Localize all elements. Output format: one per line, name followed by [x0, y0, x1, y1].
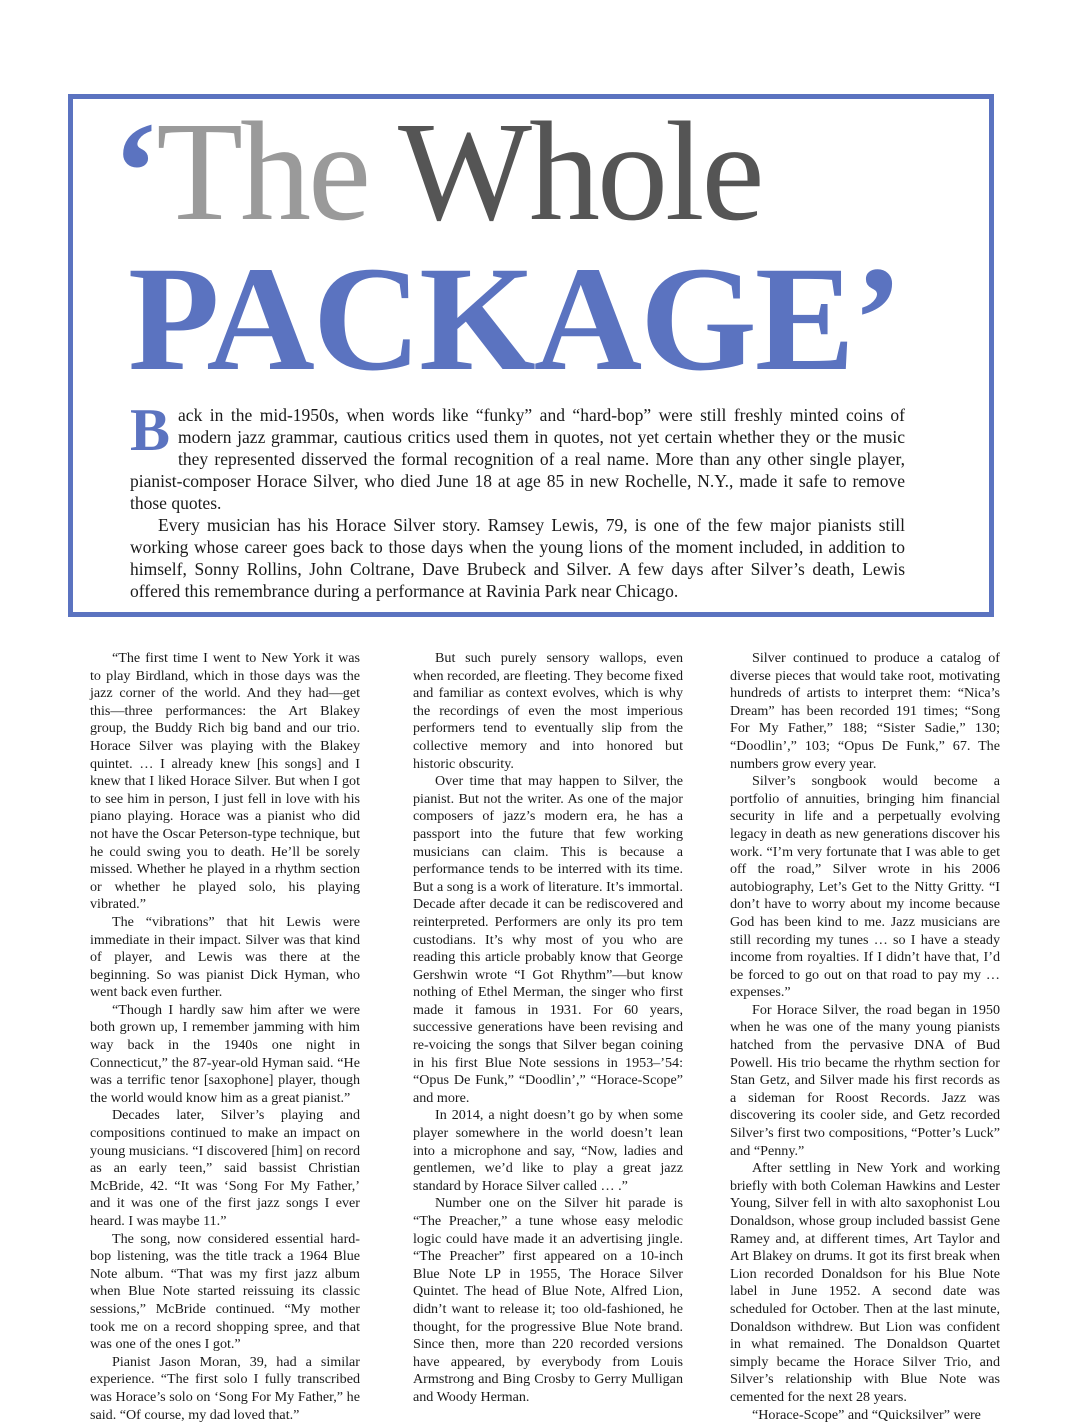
headline-open-quote: ‘ [112, 92, 157, 250]
headline-line-1 [112, 92, 762, 250]
body-paragraph: “Though I hardly saw him after we were both grown up, I remember jamming with him way back in the 1940s one night in Connecticut,” the 87-year-old Hyman said. “He was a terrific tenor [saxophone] player, though the world would know him as a great pianist.” [90, 1001, 360, 1106]
intro-paragraph-2: Every musician has his Horace Silver story. Ramsey Lewis, 79, is one of the few major pianists still working whose career goes back to those days when the young lions of the moment included, in addition to himself, Sonny Rollins, John Coltrane, Dave Brubeck and Silver. A few days after Silver’s death, Lewis offered this remembrance during a performance at Ravinia Park near Chicago. [130, 515, 905, 601]
intro-text [130, 397, 905, 602]
body-column-3 [730, 650, 1000, 1424]
body-column-1 [90, 650, 360, 1424]
intro-paragraph-1-text: ack in the mid-1950s, when words like “funky” and “hard-bop” were still freshly minted coins of modern jazz grammar, cautious critics used them in quotes, not yet certain whether they or the music they represented disserved the formal recognition of a real name. More than any other single player, pianist-composer Horace Silver, who died June 18 at age 85 in new Rochelle, N.Y., made it safe to remove those quotes. [130, 405, 905, 513]
body-paragraph: Over time that may happen to Silver, the pianist. But not the writer. As one of the major composers of jazz’s modern era, he has a passport into the future that few working musicians can claim. This is because a performance tends to be interred with its time. But a song is a work of literature. It’s immortal. Decade after decade it can be rediscovered and reinterpreted. Performers are only its pro tem custodians. It’s why most of you who are reading this article probably know that George Gershwin wrote “I Got Rhythm”—but know nothing of Ethel Merman, the singer who first made it famous in 1931. For 60 years, successive generations have been revising and re-voicing the songs that Silver began coining in his first Blue Note sessions in 1953–’54: “Opus De Funk,” “Doodlin’,” “Horace-Scope” and more. [413, 773, 683, 1106]
body-paragraph: “The first time I went to New York it was to play Birdland, which in those days was the jazz corner of the world. And they had—get this—three performances: the Art Blakey group, the Buddy Rich big band and our trio. Horace Silver was playing with the Blakey quintet. … I already knew [his songs] and I knew that I liked Horace Silver. But when I got to see him in person, I just fell in love with his piano playing. Horace was a pianist who did not have the Oscar Peterson-type technique, but he could swing you to death. He’ll be sorely missed. Whether he played in a rhythm section or whether he played solo, his playing vibrated.” [90, 650, 360, 913]
headline-word-package: PACKAGE [128, 236, 853, 402]
body-paragraph: The “vibrations” that hit Lewis were immediate in their impact. Silver was that kind of player, and Lewis was there at the beginning. So was pianist Dick Hyman, who went back even further. [90, 913, 360, 1001]
body-paragraph: For Horace Silver, the road began in 1950 when he was one of the many young pianists hatched from the pervasive DNA of Bud Powell. His trio became the rhythm section for Stan Getz, and Silver made his first records as a sideman for Roost Records. Jazz was discovering its cooler side, and Getz recorded Silver’s first two compositions, “Potter’s Luck” and “Penny.” [730, 1001, 1000, 1159]
body-paragraph: But such purely sensory wallops, even when recorded, are fleeting. They become fixed and familiar as context evolves, which is why the recordings of even the most imperious performers tend to eventually slip from the collective memory and into honored but historic obscurity. [413, 650, 683, 772]
body-paragraph: Decades later, Silver’s playing and compositions continued to make an impact on young musicians. “I discovered [him] on record as an early teen,” said bassist Christian McBride, 42. “It was ‘Song For My Father,’ and it was one of the first jazz songs I ever heard. I was maybe 11.” [90, 1107, 360, 1229]
headline-word-whole: Whole [398, 92, 762, 250]
body-paragraph: Number one on the Silver hit parade is “The Preacher,” a tune whose easy melodic logic could have made it an advertising jingle. “The Preacher” first appeared on a 10-inch Blue Note LP in 1955, The Horace Silver Quintet. The head of Blue Note, Alfred Lion, didn’t want to release it; too old-fashioned, he thought, for the progressive Blue Note brand. Since then, more than 220 recorded versions have appeared, by everybody from Louis Armstrong and Bing Crosby to Gerry Mulligan and Woody Herman. [413, 1195, 683, 1405]
body-paragraph: Silver continued to produce a catalog of diverse pieces that would take root, motivating hundreds of artists to interpret them: “Nica’s Dream” has been recorded 191 times; “Song For My Father,” 188; “Sister Sadie,” 130; “Doodlin’,” 103; “Opus De Funk,” 67. The numbers grow every year. [730, 650, 1000, 772]
body-paragraph: The song, now considered essential hard-bop listening, was the title track a 1964 Blue Note album. “That was my first jazz album when Blue Note started reissuing its classic sessions,” McBride continued. “My mother took me on a record shopping spree, and that was one of the ones I got.” [90, 1230, 360, 1353]
body-paragraph: In 2014, a night doesn’t go by when some player somewhere in the world doesn’t lean into a microphone and say, “Now, ladies and gentlemen, we’d like to play a great jazz standard by Horace Silver called … .” [413, 1107, 683, 1194]
body-paragraph: Pianist Jason Moran, 39, had a similar experience. “The first solo I fully transcribed was Horace’s solo on ‘Song For My Father,” he said. “Of course, my dad loved that.” [90, 1353, 360, 1423]
intro-paragraph-1 [130, 397, 905, 514]
body-paragraph: Silver’s songbook would become a portfolio of annuities, bringing him financial security in life and a perpetually evolving legacy in death as new generations discover his work. “I’m very fortunate that I was able to get off the road,” Silver wrote in his 2006 autobiography, Let’s Get to the Nitty Gritty. “I don’t have to worry about my income because God has been kind to me. Jazz musicians are still recording my tunes … so I have a steady income from royalties. If I didn’t have that, I’d be forced to go out on that road to pay my … expenses.” [730, 773, 1000, 1001]
body-column-2 [413, 650, 683, 1407]
headline-close-quote: ’ [852, 236, 901, 402]
body-paragraph: After settling in New York and working briefly with both Coleman Hawkins and Lester Young, Silver fell in with alto saxophonist Lou Donaldson, whose group included bassist Gene Ramey and, at different times, Art Taylor and Art Blakey on drums. It got its first break when Lion recorded Donaldson for his Blue Note label in June 1952. A second date was scheduled for October. Then at the last minute, Donaldson withdrew. But Lion was confident in what remained. The Donaldson Quartet simply became the Horace Silver Trio, and Silver’s relationship with Blue Note was cemented for the next 28 years. [730, 1160, 1000, 1405]
body-paragraph: “Horace-Scope” and “Quicksilver” were [752, 1406, 981, 1423]
drop-cap: B [130, 397, 171, 463]
headline-word-the: The [156, 92, 369, 250]
headline-line-2 [128, 236, 901, 402]
